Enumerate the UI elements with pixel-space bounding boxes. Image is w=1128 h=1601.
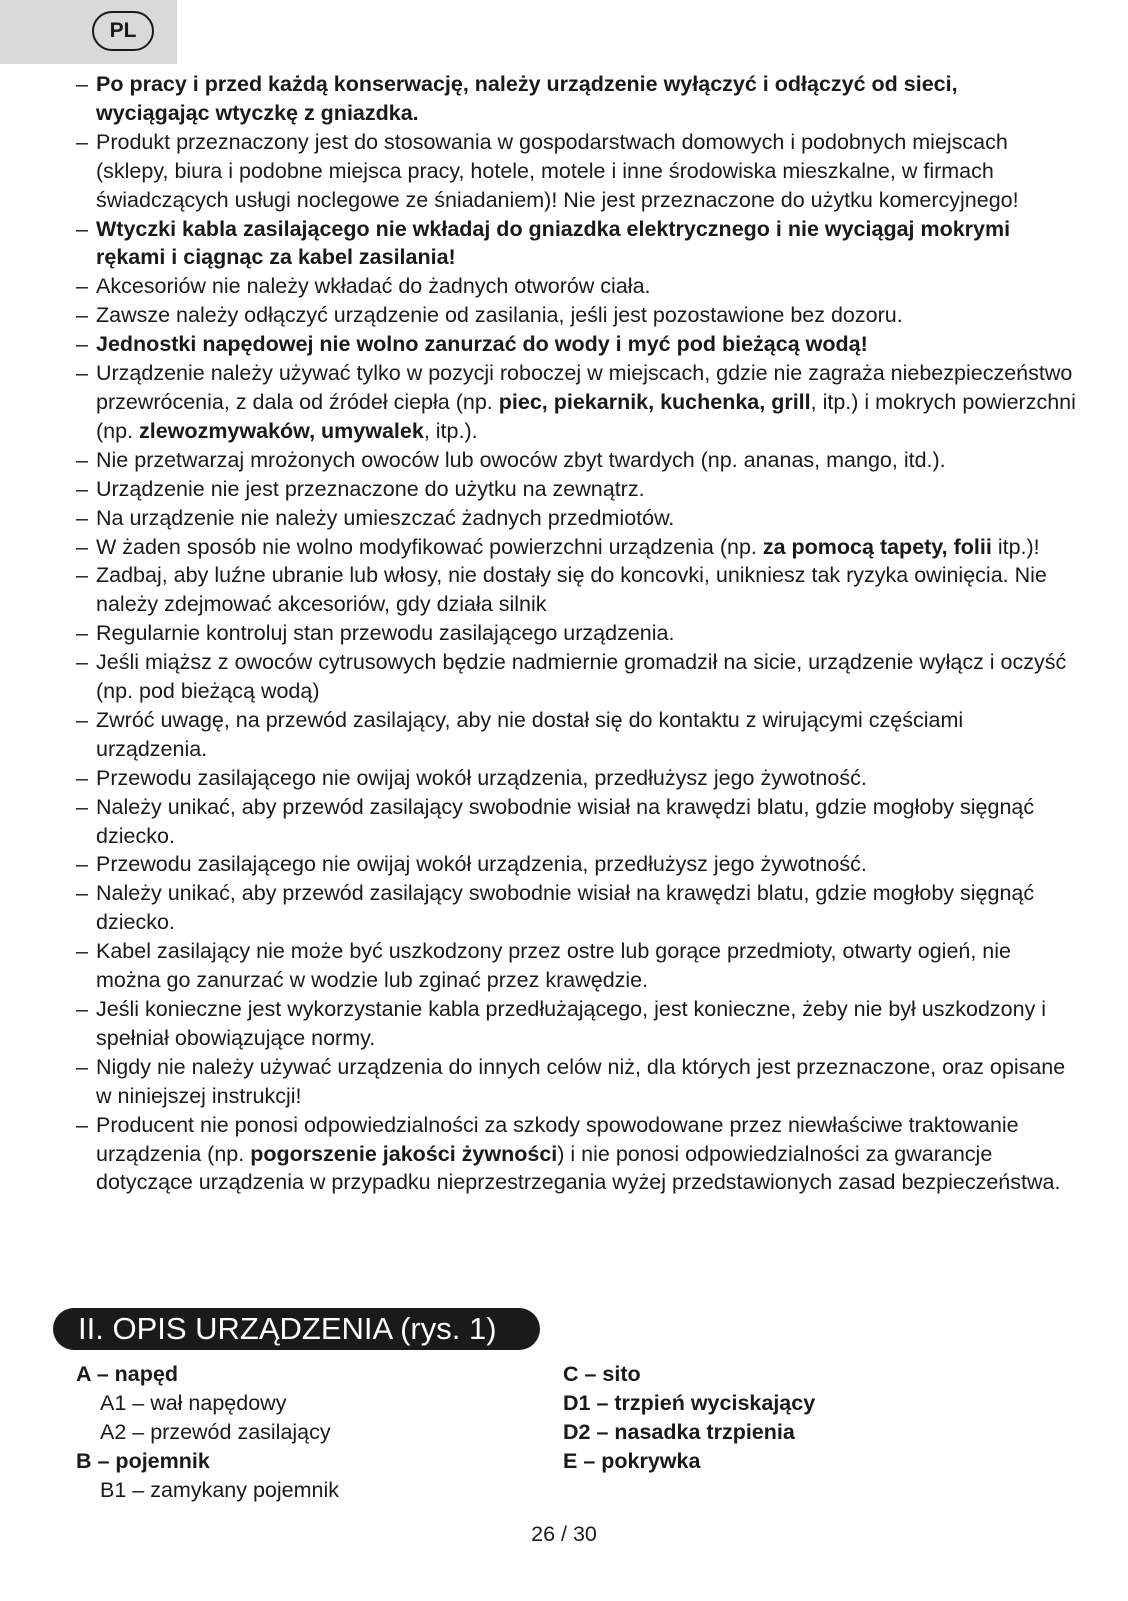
part-subitem: B1 – zamykany pojemnik (100, 1477, 339, 1502)
section-heading: II. OPIS URZĄDZENIA (rys. 1) (53, 1308, 540, 1350)
rule-text: Jeśli konieczne jest wykorzystanie kabla przedłużającego, jest konieczne, żeby nie był uszkodzony i spełniał obowiązujące normy. (96, 997, 1047, 1050)
rule-text: Należy unikać, aby przewód zasilający swobodnie wisiał na krawędzi blatu, gdzie mogłoby sięgnąć dziecko. (96, 794, 1035, 848)
part-subitem: A1 – wał napędowy (100, 1390, 287, 1415)
rule-text-bold: piec, piekarnik, kuchenka, grill (498, 389, 811, 414)
rule-text: Na urządzenie nie należy umieszczać żadnych przedmiotów. (96, 505, 675, 530)
rule-item (76, 359, 1076, 446)
rule-item (76, 301, 1076, 330)
rule-text-bold: pogorszenie jakości żywności (250, 1141, 558, 1166)
rule-text: Zadbaj, aby luźne ubranie lub włosy, nie dostały się do koncovki, unikniesz tak ryzyka owinięcia. Nie należy zdejmować akcesoriów, gdy działa silnik (96, 563, 1047, 617)
rule-text: , itp.). (423, 418, 478, 443)
rule-item (76, 706, 1076, 764)
rule-item (76, 937, 1076, 995)
rule-item (76, 561, 1076, 619)
rule-text-bold: za pomocą tapety, folii (762, 534, 992, 559)
rule-item (76, 619, 1076, 648)
rule-text: Kabel zasilający nie może być uszkodzony przez ostre lub gorące przedmioty, otwarty ogień, nie można go zanurzać w wodzie lub zginać przez krawędzie. (96, 939, 1011, 993)
rule-item (76, 879, 1076, 937)
rule-text: Przewodu zasilającego nie owijaj wokół urządzenia, przedłużysz jego żywotność. (96, 765, 867, 790)
part-subitem: A2 – przewód zasilający (100, 1419, 331, 1444)
rule-item (76, 648, 1076, 706)
rule-item (76, 504, 1076, 533)
rule-item (76, 70, 1076, 128)
rule-text-bold: Po pracy i przed każdą konserwację, należy urządzenie wyłączyć i odłączyć od sieci, wyciągając wtyczkę z gniazdka. (96, 72, 958, 125)
rule-text-bold: zlewozmywaków, umywalek (139, 418, 424, 443)
safety-rules-list (76, 70, 1076, 1197)
rule-text: Urządzenie należy używać tylko w pozycji roboczej w miejscach, gdzie nie zagraża niebezpieczeństwo przewrócenia, z dala od źródeł ciepła (np. (96, 361, 1073, 414)
rule-text: , itp.) i mokrych powierzchni (np. (96, 389, 1076, 443)
rule-item (76, 446, 1076, 475)
part-heading: E – pokrywka (563, 1448, 701, 1473)
rule-item (76, 1111, 1076, 1198)
rule-text: ) i nie ponosi odpowiedzialności za gwarancje dotyczące urządzenia w przypadku nieprzestrzegania wyżej przedstawionych zasad bezpieczeństwa. (96, 1141, 1061, 1195)
rule-text: itp.)! (991, 534, 1040, 559)
rule-item (76, 793, 1076, 851)
part-heading: C – sito (563, 1362, 641, 1386)
rule-text: Zawsze należy odłączyć urządzenie od zasilania, jeśli jest pozostawione bez dozoru. (96, 303, 903, 328)
rule-text: Producent nie ponosi odpowiedzialności za szkody spowodowane przez niewłaściwe traktowanie urządzenia (np. (96, 1112, 1019, 1166)
rule-text: Jeśli miąższ z owoców cytrusowych będzie nadmiernie gromadził na sicie, urządzenie wyłącz i oczyść (np. pod bieżącą wodą) (96, 650, 1067, 704)
language-badge: PL (92, 11, 154, 51)
rule-item (76, 850, 1076, 879)
rule-item (76, 1053, 1076, 1111)
part-heading: D2 – nasadka trzpienia (563, 1419, 795, 1444)
rule-item (76, 215, 1076, 273)
rule-text: Produkt przeznaczony jest do stosowania w gospodarstwach domowych i podobnych miejscach (sklepy, biura i podobne miejsca pracy, hotele, motele i inne środowiska mieszkalne, w firmach świadczących usługi noclegowe ze śniadaniem)! Nie jest przeznaczone do użytku komercyjnego! (96, 129, 1019, 212)
rule-text: Urządzenie nie jest przeznaczone do użytku na zewnątrz. (96, 476, 645, 501)
language-tab (0, 0, 177, 64)
rule-text-bold: Wtyczki kabla zasilającego nie wkładaj do gniazdka elektrycznego i nie wyciągaj mokrymi rękami i ciągnąc za kabel zasilania! (96, 216, 1011, 270)
parts-list-left (76, 1360, 339, 1505)
page-number: 26 / 30 (531, 1522, 597, 1546)
rule-text: Nie przetwarzaj mrożonych owoców lub owoców zbyt twardych (np. ananas, mango, itd.). (96, 447, 946, 472)
rule-item (76, 272, 1076, 301)
rule-item (76, 995, 1076, 1053)
rule-item (76, 475, 1076, 504)
rule-text: Regularnie kontroluj stan przewodu zasilającego urządzenia. (96, 621, 675, 646)
rule-item (76, 764, 1076, 793)
rule-text: Przewodu zasilającego nie owijaj wokół urządzenia, przedłużysz jego żywotność. (96, 852, 867, 877)
rule-item (76, 330, 1076, 359)
rule-text: Należy unikać, aby przewód zasilający swobodnie wisiał na krawędzi blatu, gdzie mogłoby sięgnąć dziecko. (96, 881, 1035, 935)
rule-text: Zwróć uwagę, na przewód zasilający, aby nie dostał się do kontaktu z wirującymi częściami urządzenia. (96, 707, 964, 761)
rule-text: W żaden sposób nie wolno modyfikować powierzchni urządzenia (np. (96, 534, 763, 559)
rule-item (76, 533, 1076, 562)
rule-text: Akcesoriów nie należy wkładać do żadnych otworów ciała. (96, 274, 651, 299)
rule-text: Nigdy nie należy używać urządzenia do innych celów niż, dla których jest przeznaczone, oraz opisane w niniejszej instrukcji! (96, 1054, 1066, 1108)
part-heading: B – pojemnik (76, 1448, 210, 1473)
rule-text-bold: Jednostki napędowej nie wolno zanurzać do wody i myć pod bieżącą wodą! (96, 332, 868, 357)
rule-item (76, 128, 1076, 215)
part-heading: D1 – trzpień wyciskający (563, 1390, 816, 1415)
parts-list-right (563, 1360, 815, 1476)
part-heading: A – napęd (76, 1362, 178, 1386)
